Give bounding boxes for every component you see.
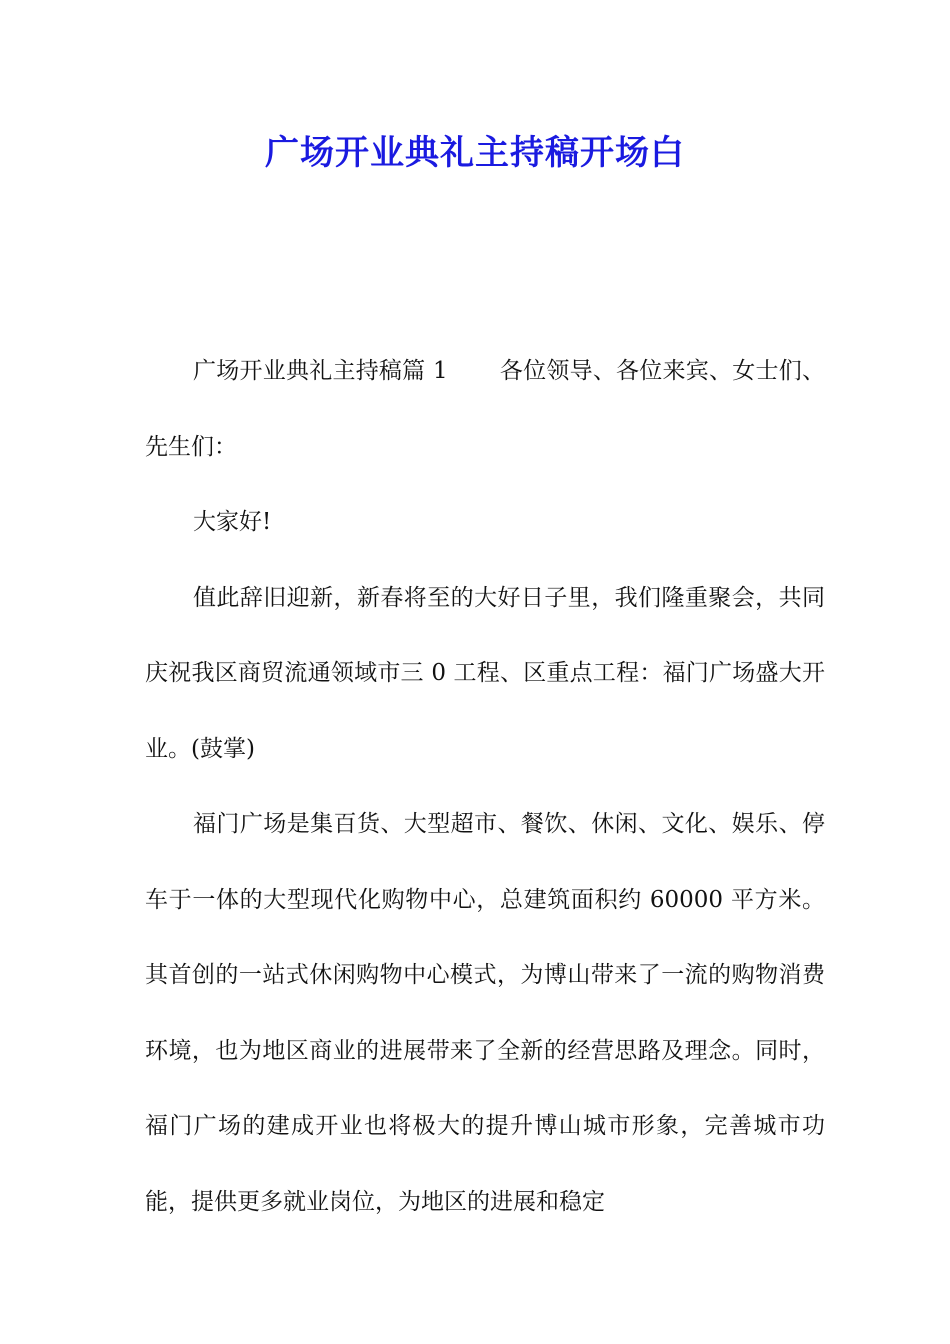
document-body — [145, 334, 825, 1240]
paragraph-description — [145, 787, 825, 1240]
paragraph-text: 值此辞旧迎新，新春将至的大好日子里，我们隆重聚会，共同庆祝我区商贸流通领域市三 0 工程、区重点工程：福门广场盛大开业。(鼓掌) — [145, 584, 825, 762]
paragraph-text: 各位领导、各位来宾、女士们、先生们： — [145, 358, 825, 460]
section-heading: 广场开业典礼主持稿篇 1 — [193, 358, 448, 384]
paragraph-text: 大家好! — [193, 509, 272, 535]
paragraph-greeting — [145, 334, 825, 485]
paragraph-hello — [145, 485, 825, 561]
paragraph-celebration — [145, 561, 825, 788]
paragraph-text: 福门广场是集百货、大型超市、餐饮、休闲、文化、娱乐、停车于一体的大型现代化购物中心，总建筑面积约 60000 平方米。其首创的一站式休闲购物中心模式，为博山带来了一流的购物消费环境，也为地区商业的进展带来了全新的经营思路及理念。同时，福门广场的建成开业也将极大的提升博山城市形象，完善城市功能，提供更多就业岗位，为地区的进展和稳定 — [145, 811, 825, 1215]
document-title: 广场开业典礼主持稿开场白 — [265, 133, 685, 173]
